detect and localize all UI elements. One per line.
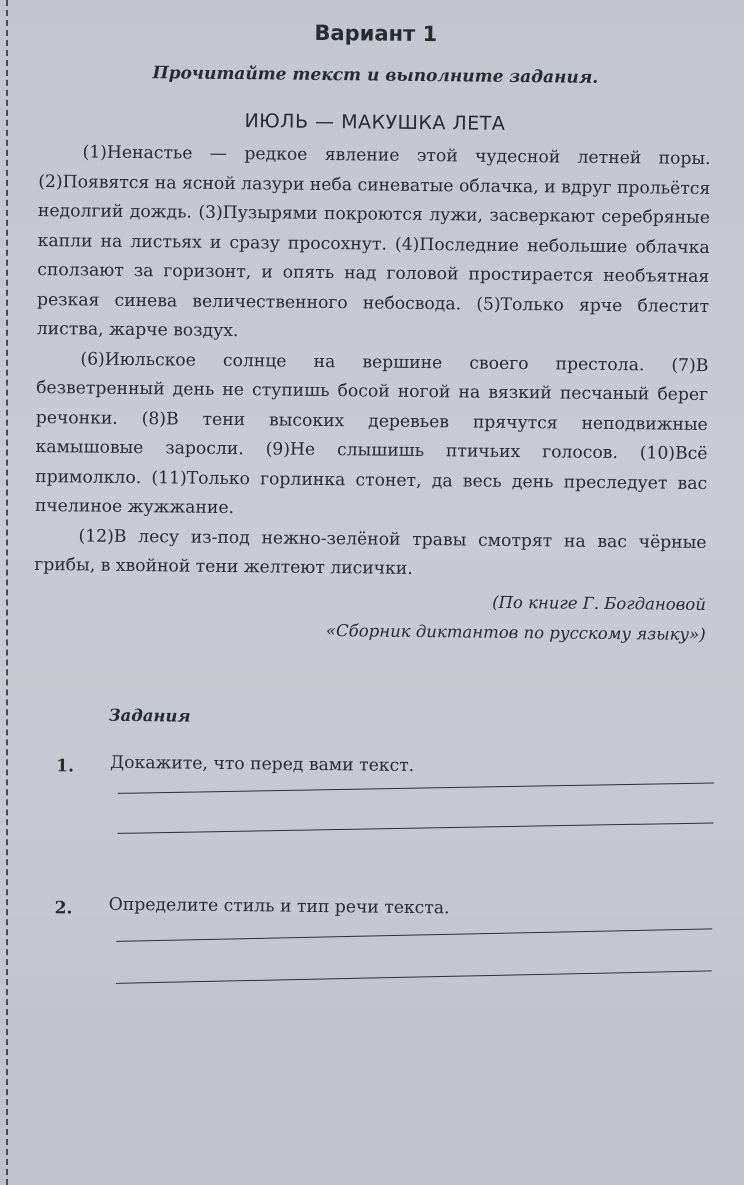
task-item xyxy=(30,889,703,1024)
task-text: Докажите, что перед вами текст. xyxy=(110,752,415,776)
task-item xyxy=(31,747,704,882)
source-author: (По книге Г. Богдановой xyxy=(492,592,706,614)
paragraph: (12)В лесу из-под нежно-зелёной травы смотрят на вас чёрные грибы, в хвойной тени желтеют лисички. xyxy=(34,525,707,579)
text-title: ИЮЛЬ — МАКУШКА ЛЕТА xyxy=(244,110,506,135)
paragraph: (6)Июльское солнце на вершине своего престола. (7)В безветренный день не ступишь босой ногой на вязкий песчаный берег речонки. (8)В тени высоких деревьев прячутся неподвижные камышовые заросли. (9)Не слышишь птичьих голосов. (10)Всё примолкло. (11)Только горлинка стонет, да весь день преследует вас пчелиное жужжание. xyxy=(34,348,709,519)
instruction: Прочитайте текст и выполните задания. xyxy=(152,63,599,88)
source-book: «Сборник диктантов по русскому языку») xyxy=(325,620,706,644)
variant-title: Вариант 1 xyxy=(314,20,438,47)
source-citation xyxy=(33,582,706,649)
answer-line[interactable] xyxy=(118,782,714,793)
task-text: Определите стиль и тип речи текста. xyxy=(108,894,450,918)
answer-line[interactable] xyxy=(117,822,713,833)
document xyxy=(30,18,712,1024)
task-number: 2. xyxy=(54,897,73,918)
task-number: 1. xyxy=(56,755,75,776)
answer-line[interactable] xyxy=(116,970,712,983)
tasks-heading: Задания xyxy=(108,705,191,726)
paragraph: (1)Ненастье — редкое явление этой чудесной летней поры. (2)Появятся на ясной лазури неба синеватые облачка, и вдруг прольётся недолгий дождь. (3)Пузырями покроются лужи, засверкают серебряные капли на листьях и сразу просохнут. (4)Последние небольшие облачка сползают за горизонт, и опять над головой простирается необъятная резкая синева величественного небосвода. (5)Только ярче блестит листва, жарче воздух. xyxy=(36,142,711,342)
cut-line xyxy=(6,0,8,1185)
answer-line[interactable] xyxy=(116,928,712,941)
